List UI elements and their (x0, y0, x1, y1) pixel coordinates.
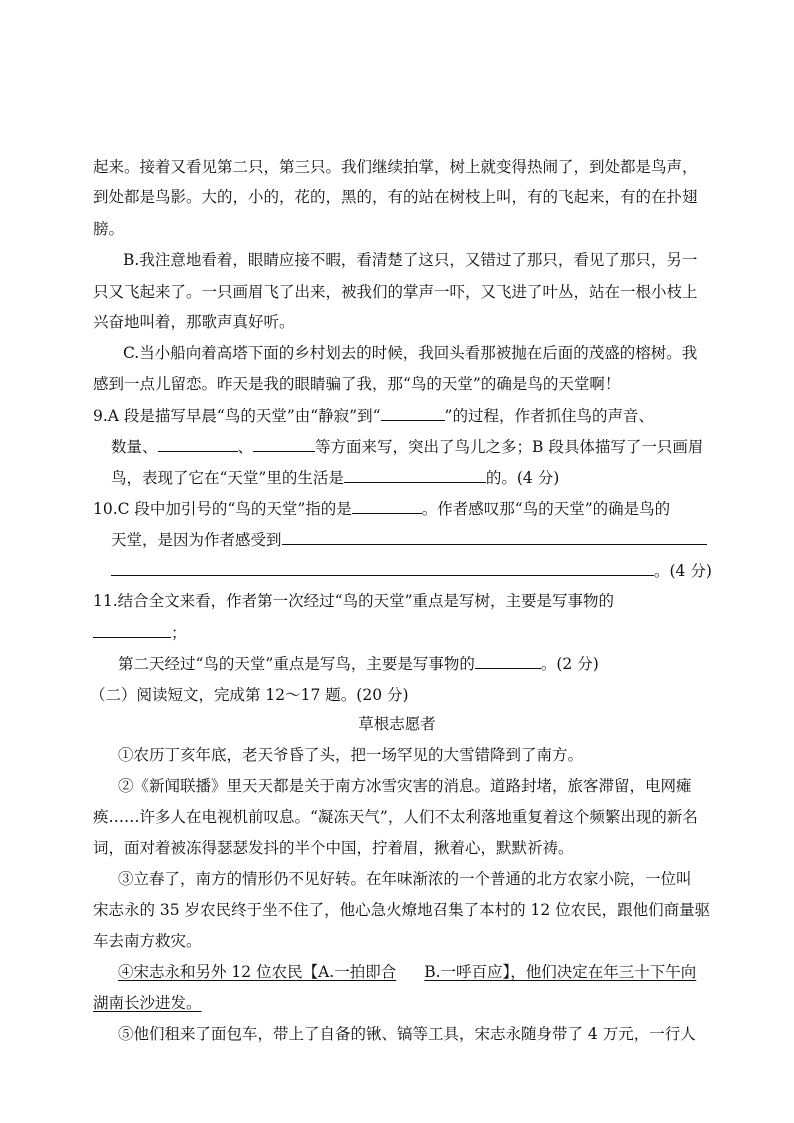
passage-line: 只又飞起来了。一只画眉飞了出来，被我们的掌声一吓，又飞进了叶丛，站在一根小枝上 (93, 283, 698, 301)
passage-line: B.我注意地看着，眼睛应接不暇，看清楚了这只，又错过了那只，看见了那只，另一 (123, 251, 698, 269)
answer-blank[interactable] (111, 560, 654, 576)
question-10-line: 天堂，是因为作者感受到 (111, 529, 707, 550)
question-11-line: 第二天经过“鸟的天堂”重点是写鸟，主要是写事物的 。(2 分) (118, 655, 599, 673)
answer-blank[interactable] (381, 405, 445, 421)
paragraph-line: ②《新闻联播》里天天都是关于南方冰雪灾害的消息。道路封堵，旅客滞留，电网瘫 (118, 777, 692, 795)
paragraph-line: ③立春了，南方的情形仍不见好转。在年味渐浓的一个普通的北方农家小院，一位叫 (118, 870, 692, 888)
section-heading: （二）阅读短文，完成第 12～17 题。(20 分) (90, 686, 409, 704)
question-11-line: 11.结合全文来看，作者第一次经过“鸟的天堂”重点是写树，主要是写事物的 (93, 592, 615, 610)
answer-blank[interactable] (282, 529, 707, 545)
passage-line: 起来。接着又看见第二只，第三只。我们继续拍掌，树上就变得热闹了，到处都是鸟声， (93, 158, 698, 176)
answer-blank[interactable] (352, 498, 422, 514)
answer-blank[interactable] (253, 436, 315, 452)
question-9-line: 鸟，表现了它在“天堂”里的生活是 的。(4 分) (111, 469, 560, 487)
passage-line: 膀。 (93, 220, 125, 238)
question-10-line: 10.C 段中加引号的“鸟的天堂”指的是 。作者感叹那“鸟的天堂”的确是鸟的 (93, 500, 671, 518)
passage-line: C.当小船向着高塔下面的乡村划去的时候，我回头看那被抛在后面的茂盛的榕树。我 (123, 344, 698, 362)
paragraph-line: 痪……许多人在电视机前叹息。“凝冻天气”，人们不太利落地重复着这个频繁出现的新名 (93, 808, 698, 826)
paragraph-line: 车去南方救灾。 (93, 932, 202, 950)
paragraph-line-underlined: 湖南长沙进发。 (93, 994, 202, 1012)
answer-blank[interactable] (344, 467, 486, 483)
question-11-line: ； (93, 622, 187, 643)
question-9-line: 9.A 段是描写早晨“鸟的天堂”由“静寂”到“ ”的过程，作者抓住鸟的声音、 (93, 407, 654, 425)
paragraph-line: ⑤他们租来了面包车，带上了自备的锹、镐等工具，宋志永随身带了 4 万元，一行人 (118, 1025, 696, 1043)
paragraph-line: 词，面对着被冻得瑟瑟发抖的半个中国，拧着眉，揪着心，默默祈祷。 (93, 839, 574, 857)
paragraph-line-underlined: ④宋志永和另外 12 位农民【A.一拍即合 B.一呼百应】，他们决定在年三十下午向 (118, 963, 697, 981)
passage-line: 感到一点儿留恋。昨天是我的眼睛骗了我，那“鸟的天堂”的确是鸟的天堂啊！ (93, 375, 621, 393)
passage-line: 兴奋地叫着，那歌声真好听。 (93, 313, 295, 331)
answer-blank[interactable] (93, 622, 171, 638)
question-9-line: 数量、 、 等方面来写，突出了鸟儿之多；B 段具体描写了一只画眉 (111, 438, 704, 456)
article-title: 草根志愿者 (358, 715, 436, 733)
paragraph-line: 宋志永的 35 岁农民终于坐不住了，他心急火燎地召集了本村的 12 位农民，跟他们商量驱 (93, 901, 711, 919)
question-10-line: 。(4 分) (111, 560, 712, 581)
paragraph-line: ①农历丁亥年底，老天爷昏了头，把一场罕见的大雪错降到了南方。 (118, 746, 584, 764)
answer-blank[interactable] (475, 653, 541, 669)
passage-line: 到处都是鸟影。大的，小的，花的，黑的，有的站在树枝上叫，有的飞起来，有的在扑翅 (93, 188, 698, 206)
answer-blank[interactable] (158, 436, 238, 452)
